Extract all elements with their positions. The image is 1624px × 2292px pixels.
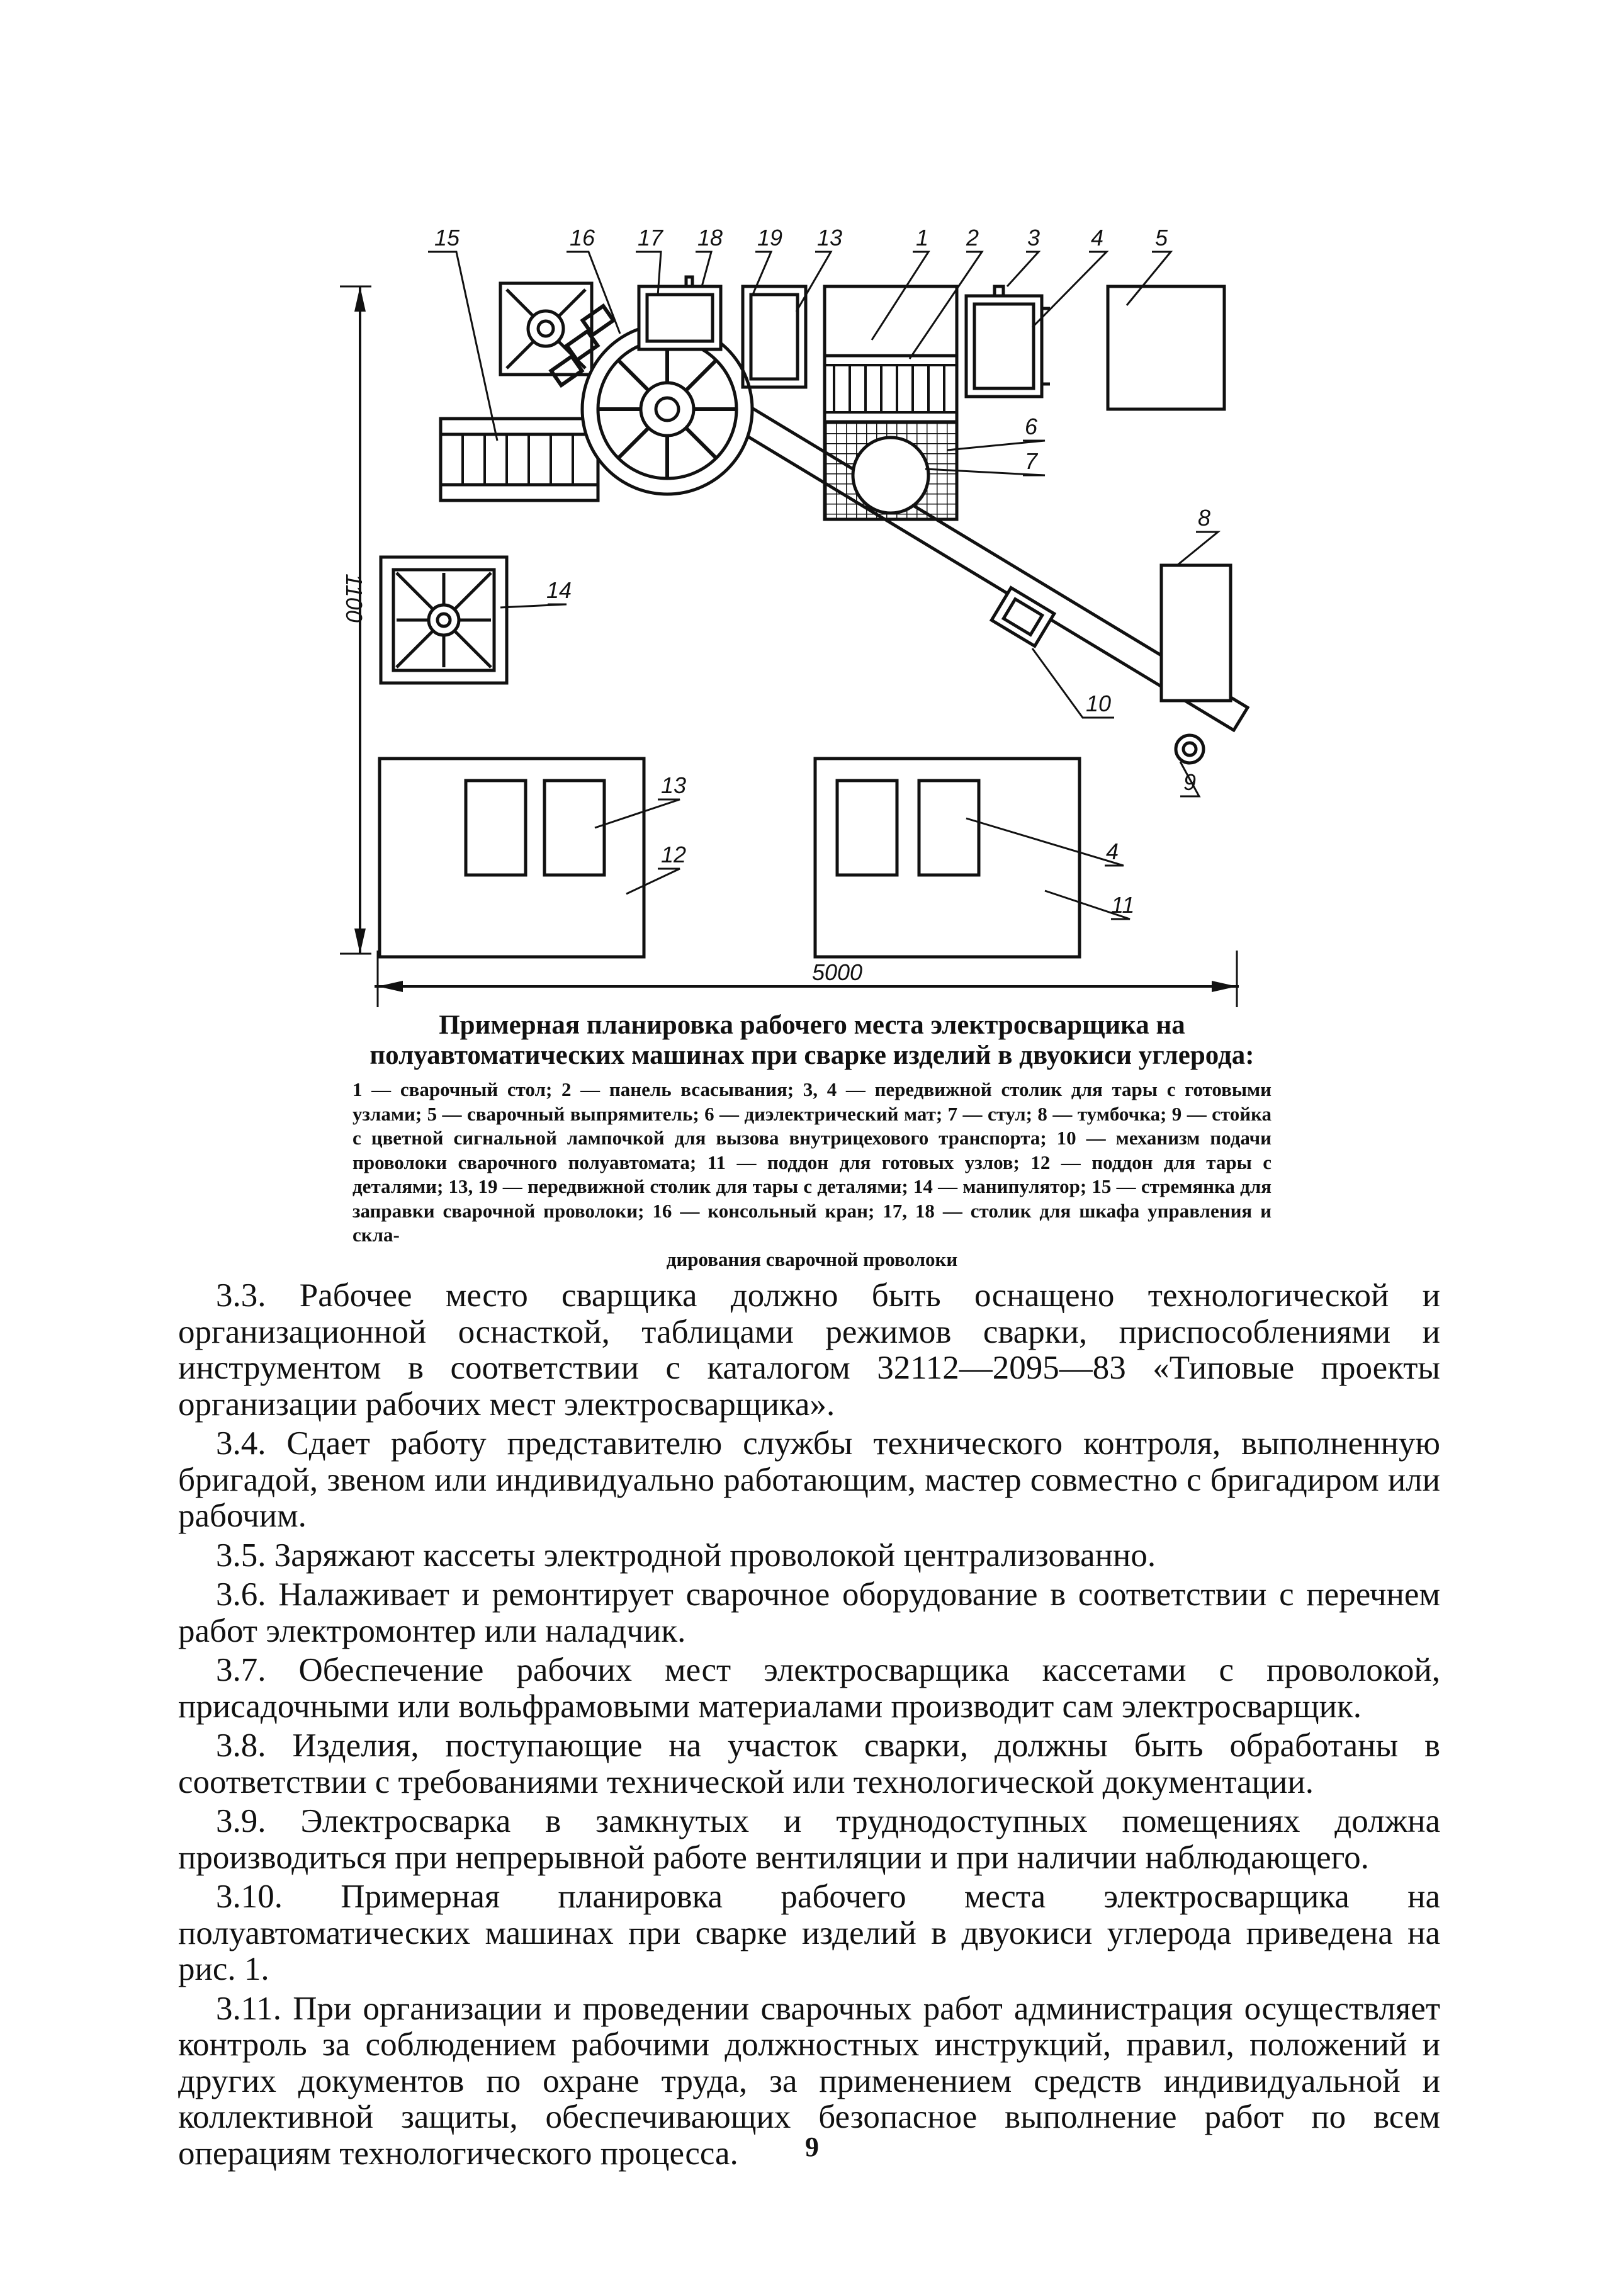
dielectric-mat-6: [825, 422, 957, 519]
legend-text-end: дирования сварочной проволоки: [666, 1248, 958, 1270]
paragraph-3-10: 3.10. Примерная планировка рабочего места электросварщика на полуавтоматических машинах при сварке изделий в двуокиси углерода приведена на рис. 1.: [178, 1878, 1440, 1987]
callout-16: 16: [570, 225, 595, 251]
nightstand-8: [1161, 565, 1231, 701]
callout-2: 2: [966, 225, 979, 251]
callout-1: 1: [916, 225, 929, 251]
callout-4b: 4: [1106, 838, 1119, 864]
callout-14: 14: [546, 577, 572, 603]
paragraph-3-3: 3.3. Рабочее место сварщика должно быть оснащено технологической и организационной оснасткой, таблицами режимов сварки, приспособлениями и инструментом в соответствии с каталогом 32112—2095—83 «Типовые проекты организации рабочих мест электросварщика».: [178, 1277, 1440, 1423]
width-label: 5000: [811, 959, 863, 985]
callout-9: 9: [1183, 769, 1197, 795]
callout-19: 19: [757, 225, 783, 251]
callout-11: 11: [1111, 892, 1135, 918]
callout-4: 4: [1091, 225, 1104, 251]
callout-13b: 13: [661, 772, 687, 798]
pallet-12: [380, 759, 644, 957]
body-text: [178, 1278, 1440, 2175]
pallet-11: [815, 759, 1080, 957]
cabinet-table-17: [639, 277, 721, 349]
paragraph-3-7: 3.7. Обеспечение рабочих мест электросварщика кассетами с проволокой, присадочными или вольфрамовыми материалами производит сам электросварщик.: [178, 1652, 1440, 1725]
callout-8: 8: [1198, 505, 1211, 531]
paragraph-3-8: 3.8. Изделия, поступающие на участок сварки, должны быть обработаны в соответствии с требованиями технической или технологической документации.: [178, 1727, 1440, 1800]
trolley-3: [966, 286, 1050, 397]
ladder-15: [441, 419, 598, 500]
callout-6: 6: [1025, 414, 1038, 439]
callout-5: 5: [1155, 225, 1168, 251]
rectifier-5: [1108, 286, 1224, 409]
figure-legend: [352, 1078, 1272, 1272]
callout-12: 12: [661, 842, 687, 867]
trolley-19: [743, 286, 806, 387]
callout-7: 7: [1025, 448, 1038, 474]
callout-15: 15: [434, 225, 460, 251]
paragraph-3-6: 3.6. Налаживает и ремонтирует сварочное оборудование в соответствии с перечнем работ электромонтер или наладчик.: [178, 1576, 1440, 1649]
manipulator-14: [381, 557, 507, 683]
legend-text: 1 — сварочный стол; 2 — панель всасывания; 3, 4 — передвижной столик для тары с готовыми узлами; 5 — сварочный выпрямитель; 6 — диэлектрический мат; 7 — стул; 8 — тумбочка; 9 — стойка с цветной сигнальной лампочкой для вызова внутрицехового транспорта; 10 — механизм подачи проволоки сварочного полуавтомата; 11 — поддон для готовых узлов; 12 — поддон для тары с деталями; 13, 19 — передвижной столик для тары с деталями; 14 — манипулятор; 15 — стремянка для заправки сварочной проволоки; 16 — консольный кран; 17, 18 — столик для шкафа управления и скла-: [352, 1078, 1272, 1246]
workplace-layout-figure: [327, 189, 1284, 1007]
paragraph-3-4: 3.4. Сдает работу представителю службы технического контроля, выполненную бригадой, звеном или индивидуально работающим, мастер совместно с бригадиром или рабочим.: [178, 1425, 1440, 1534]
callout-13: 13: [817, 225, 843, 251]
width-dimension: [375, 951, 1239, 1007]
height-label: 1100: [341, 573, 367, 623]
welding-table-1: [825, 286, 957, 422]
paragraph-3-5: 3.5. Заряжают кассеты электродной проволокой централизованно.: [216, 1537, 1156, 1574]
paragraph-3-9: 3.9. Электросварка в замкнутых и труднодоступных помещениях должна производиться при непрерывной работе вентиляции и при наличии наблюдающего.: [178, 1803, 1440, 1876]
callout-17: 17: [638, 225, 663, 251]
callout-18: 18: [697, 225, 723, 251]
signal-stand-9: [1176, 735, 1204, 763]
page-number: 9: [805, 2131, 819, 2162]
callout-10: 10: [1086, 691, 1112, 716]
callout-3: 3: [1027, 225, 1040, 251]
figure-caption: Примерная планировка рабочего места электросварщика на полуавтоматических машинах при сварке изделий в двуокиси углерода:: [369, 1010, 1255, 1070]
paragraph-3-11: 3.11. При организации и проведении сварочных работ администрация осуществляет контроль за соблюдением рабочими должностных инструкций, правил, положений и других документов по охране труда, за применением средств индивидуальной и коллективной защиты, обеспечивающих безопасное выполнение работ по всем операциям технологического процесса.: [178, 1990, 1440, 2172]
